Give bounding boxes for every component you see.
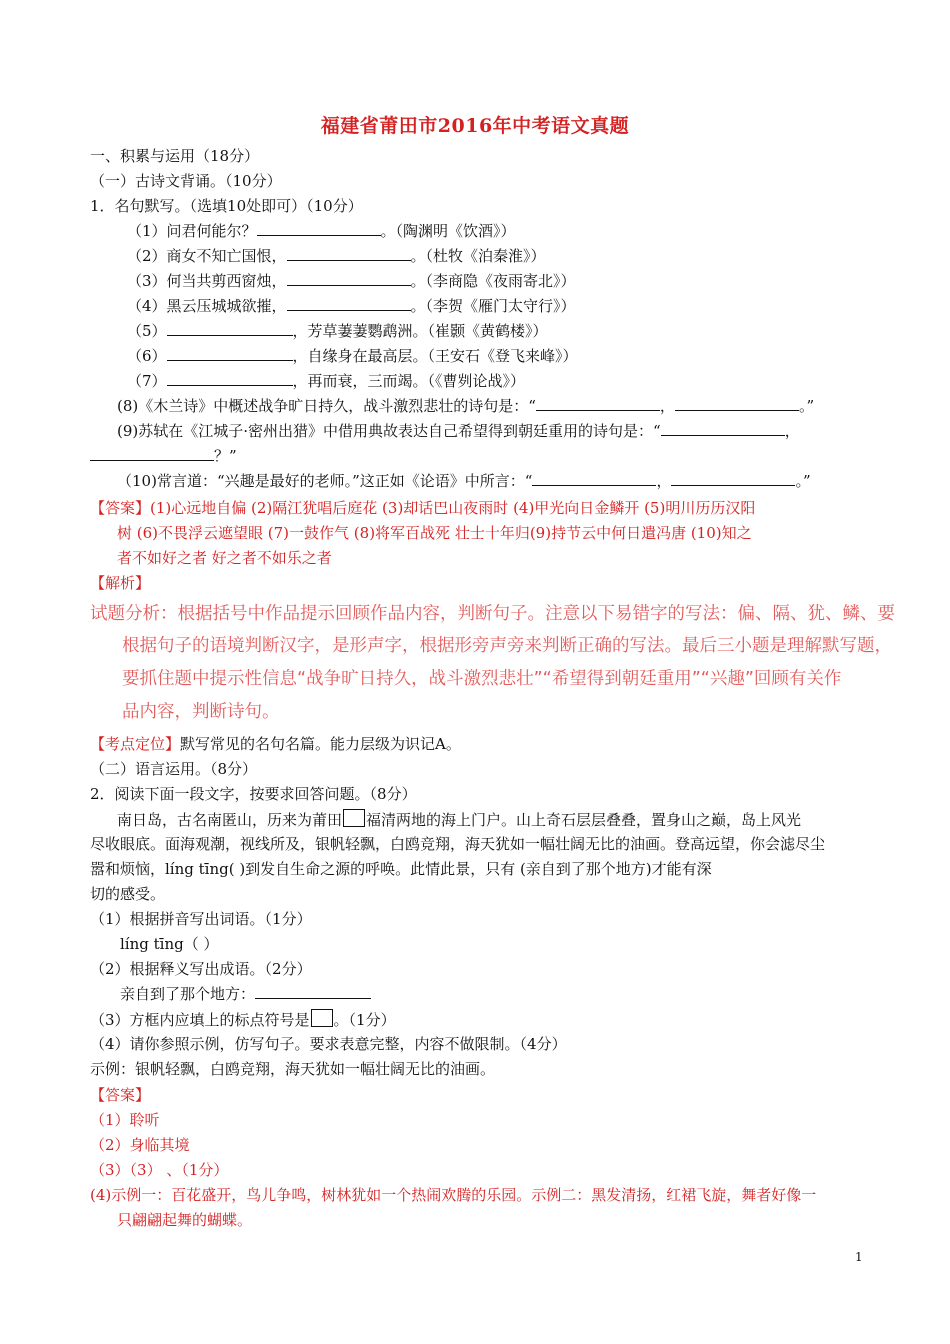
answer-blank[interactable]: [671, 471, 795, 486]
fill-item: (9)苏轼在《江城子·密州出猎》中借用典故表达自己希望得到朝廷重用的诗句是：“ ，: [117, 422, 800, 440]
answer-blank[interactable]: [675, 396, 799, 411]
answer-blank[interactable]: [287, 296, 411, 311]
answer-line: 只翩翩起舞的蝴蝶。: [117, 1211, 253, 1229]
sub-question: （3）方框内应填上的标点符号是 。（1分）: [90, 1011, 396, 1029]
passage-line: 尽收眼底。面海观潮，视线所及，银帆轻飘，白鸥竞翔，海天犹如一幅壮阔无比的油画。登高远望，你会滤尽尘: [90, 835, 826, 853]
answer-line: （1）聆听: [90, 1111, 160, 1129]
fill-item: （4）黑云压城城欲摧， 。（李贺《雁门太守行》）: [127, 297, 576, 315]
key-point: 【考点定位】默写常见的名句名篇。能力层级为识记A。: [90, 735, 461, 753]
answer-blank[interactable]: [287, 271, 411, 286]
answer-block: 【答案】(1)心远地自偏 (2)隔江犹唱后庭花 (3)却话巴山夜雨时 (4)甲光向日金鳞开 (5)明川历历汉阳: [90, 499, 756, 517]
question-2: 2．阅读下面一段文字，按要求回答问题。（8分）: [90, 785, 417, 803]
answer-blank[interactable]: [287, 246, 411, 261]
analysis-line: 根据句子的语境判断汉字，是形声字，根据形旁声旁来判断正确的写法。最后三小题是理解默写题，: [122, 636, 892, 656]
sub-question: （4）请你参照示例，仿写句子。要求表意完整，内容不做限制。（4分）: [90, 1035, 567, 1053]
fill-item: （6） ，自缘身在最高层。（王安石《登飞来峰》）: [127, 347, 578, 365]
answer-blank[interactable]: [167, 321, 293, 336]
answer-line: 树 (6)不畏浮云遮望眼 (7)一鼓作气 (8)将军百战死 壮士十年归(9)持节云中何日遣冯唐 (10)知之: [117, 524, 752, 542]
analysis-line: 品内容，判断诗句。: [122, 702, 280, 722]
sub-question: （2）根据释义写出成语。（2分）: [90, 960, 312, 978]
question-1: 1．名句默写。（选填10处即可）（10分）: [90, 197, 363, 215]
answer-blank[interactable]: [167, 371, 293, 386]
fill-item-continued: ？”: [90, 446, 237, 466]
fill-item: （7） ，再而衰，三而竭。（《曹刿论战》）: [127, 372, 526, 390]
page-title: 福建省莆田市2016年中考语文真题: [320, 115, 630, 137]
answer-blank[interactable]: [536, 396, 660, 411]
subsection-heading: （一）古诗文背诵。（10分）: [90, 172, 282, 190]
sub-question-prompt: 亲自到了那个地方：: [120, 984, 371, 1004]
answer-blank[interactable]: [167, 346, 293, 361]
example-sentence: 示例：银帆轻飘，白鸥竞翔，海天犹如一幅壮阔无比的油画。: [90, 1060, 496, 1078]
analysis-line: 试题分析：根据括号中作品提示回顾作品内容，判断句子。注意以下易错字的写法：偏、隔、犹、鳞、要: [90, 604, 895, 624]
section-heading: 一、积累与运用（18分）: [90, 147, 260, 165]
analysis-label: 【解析】: [90, 574, 151, 592]
analysis-line: 要抓住题中提示性信息“战争旷日持久，战斗激烈悲壮”“希望得到朝廷重用”“兴趣”回顾有关作: [122, 669, 842, 689]
sub-question-prompt: líng tīng（ ）: [120, 935, 219, 953]
fill-item: （5） ，芳草萋萋鹦鹉洲。（崔颢《黄鹤楼》）: [127, 322, 548, 340]
fill-item: （3）何当共剪西窗烛， 。（李商隐《夜雨寄北》）: [127, 272, 576, 290]
passage-line: 切的感受。: [90, 885, 166, 903]
answer-label: 【答案】: [90, 1086, 151, 1104]
answer-blank[interactable]: [90, 446, 214, 461]
answer-blank[interactable]: [255, 984, 371, 999]
passage-line: 嚣和烦恼，líng tīng( )到发自生命之源的呼唤。此情此景，只有 (亲自到了那个地方)才能有深: [90, 860, 712, 878]
sub-question: （1）根据拼音写出词语。（1分）: [90, 910, 312, 928]
fill-item: （2）商女不知亡国恨， 。（杜牧《泊秦淮》）: [127, 247, 546, 265]
fill-item: （1）问君何能尔？ 。（陶渊明《饮酒》）: [127, 222, 516, 240]
answer-blank[interactable]: [257, 221, 381, 236]
subsection-heading: （二）语言运用。（8分）: [90, 760, 258, 778]
fill-item: （10)常言道：“兴趣是最好的老师。”这正如《论语》中所言：“ ， 。”: [117, 472, 811, 490]
answer-line: （3）（3） 、（1分）: [90, 1161, 229, 1179]
answer-blank[interactable]: [661, 421, 785, 436]
punctuation-box[interactable]: [311, 1009, 333, 1027]
answer-line: (4)示例一：百花盛开，鸟儿争鸣，树林犹如一个热闹欢腾的乐园。示例二：黑发清扬，红裙飞旋，舞者好像一: [90, 1186, 817, 1204]
passage-line: 南日岛，古名南匿山，历来为莆田 福清两地的海上门户。山上奇石层层叠叠，置身山之巅，岛上风光: [117, 811, 802, 829]
answer-blank[interactable]: [532, 471, 656, 486]
answer-line: （2）身临其境: [90, 1136, 190, 1154]
punctuation-box[interactable]: [343, 809, 365, 827]
fill-item: (8)《木兰诗》中概述战争旷日持久，战斗激烈悲壮的诗句是：“ ， 。”: [117, 397, 815, 415]
answer-line: 者不如好之者 好之者不如乐之者: [117, 549, 332, 567]
page-number: 1: [855, 1250, 863, 1264]
